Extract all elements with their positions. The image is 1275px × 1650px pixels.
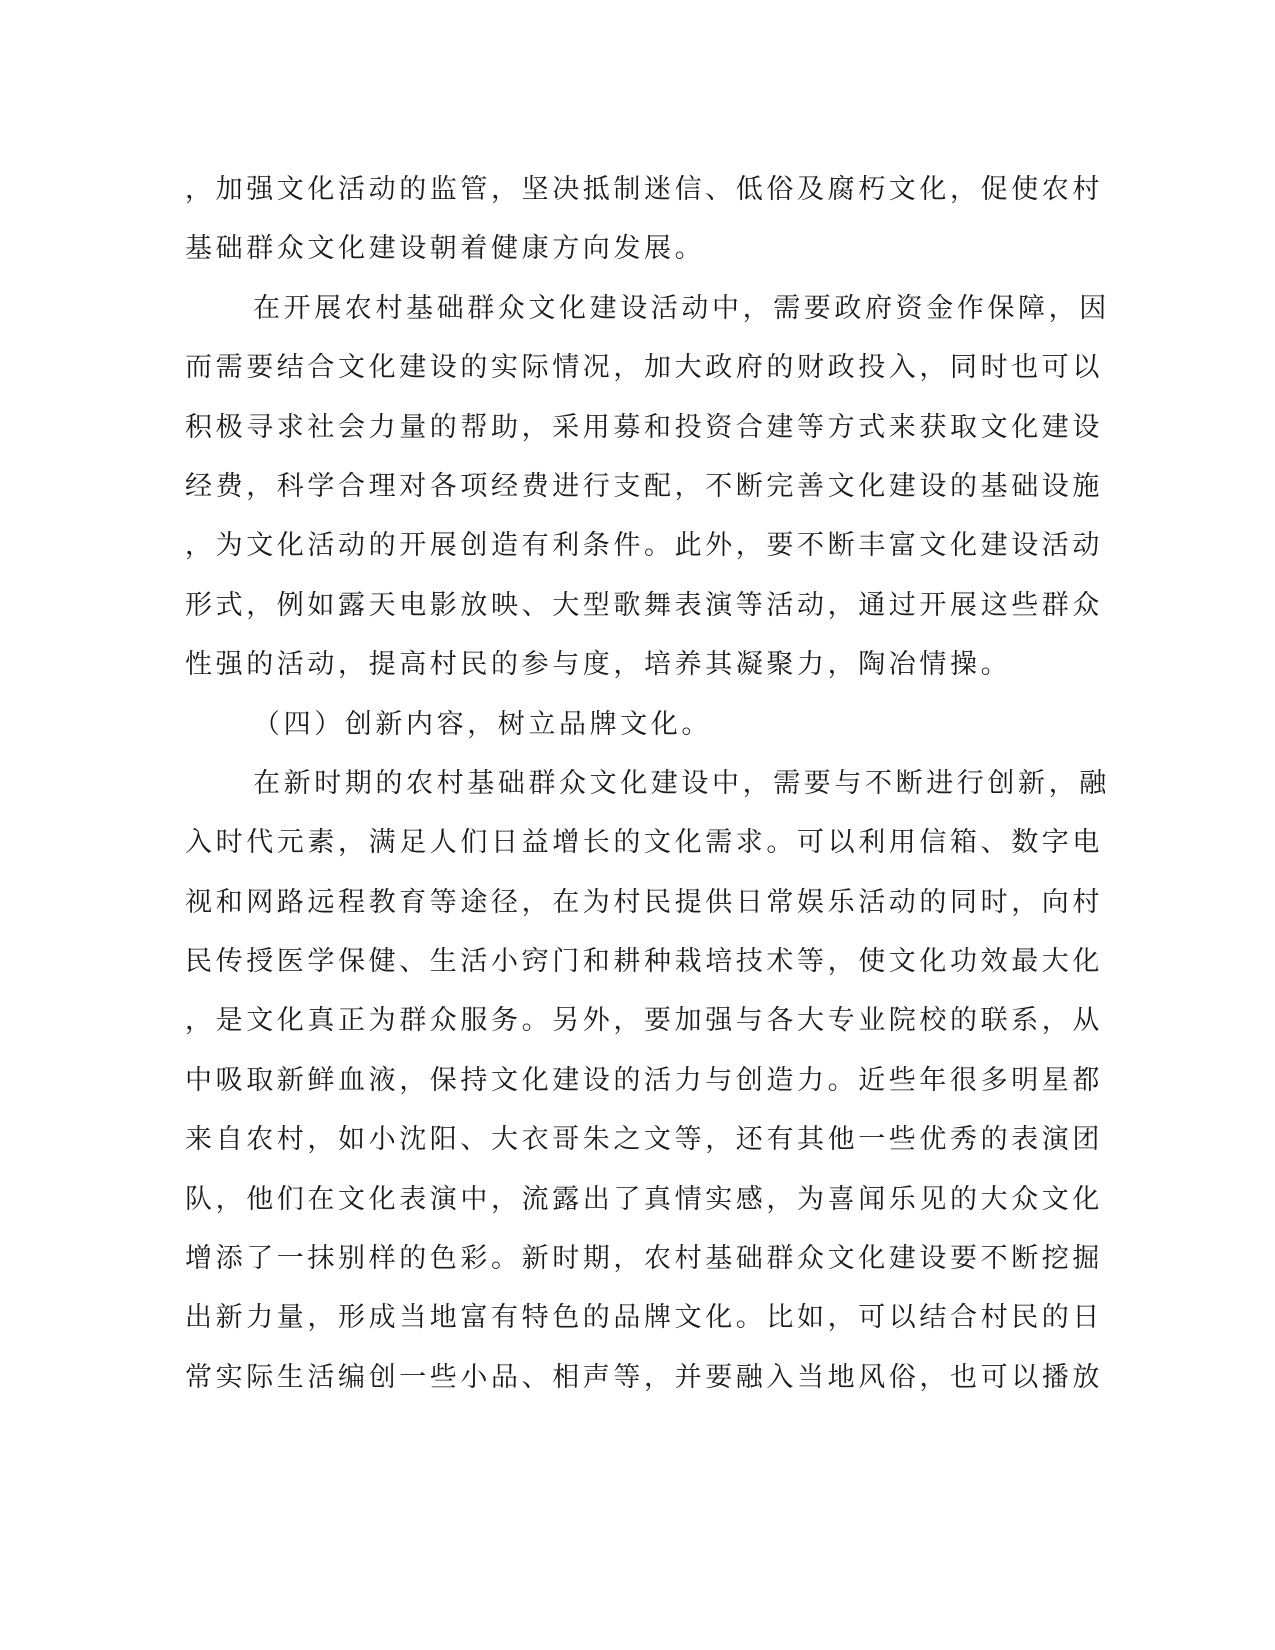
text-line: 队，他们在文化表演中，流露出了真情实感，为喜闻乐见的大众文化 (185, 1183, 1103, 1215)
text-line: 积极寻求社会力量的帮助，采用募和投资合建等方式来获取文化建设 (185, 411, 1103, 443)
text-line: 增添了一抹别样的色彩。新时期，农村基础群众文化建设要不断挖掘 (185, 1243, 1103, 1275)
text-line: 入时代元素，满足人们日益增长的文化需求。可以利用信箱、数字电 (185, 827, 1103, 859)
text-line: 而需要结合文化建设的实际情况，加大政府的财政投入，同时也可以 (185, 352, 1103, 384)
text-line: 出新力量，形成当地富有特色的品牌文化。比如，可以结合村民的日 (185, 1302, 1103, 1334)
paragraph-start-line: 在开展农村基础群众文化建设活动中，需要政府资金作保障，因 (253, 292, 1110, 324)
text-line: ，加强文化活动的监管，坚决抵制迷信、低俗及腐朽文化，促使农村 (185, 174, 1103, 205)
text-line: ，是文化真正为群众服务。另外，要加强与各大专业院校的联系，从 (185, 1005, 1103, 1037)
text-line: 经费，科学合理对各项经费进行支配，不断完善文化建设的基础设施 (185, 470, 1103, 502)
text-line: 常实际生活编创一些小品、相声等，并要融入当地风俗，也可以播放 (185, 1361, 1103, 1393)
paragraph-start-line: 在新时期的农村基础群众文化建设中，需要与不断进行创新，融 (253, 767, 1110, 799)
text-line: ，为文化活动的开展创造有利条件。此外，要不断丰富文化建设活动 (185, 530, 1103, 562)
text-line: 来自农村，如小沈阳、大衣哥朱之文等，还有其他一些优秀的表演团 (185, 1124, 1103, 1156)
text-line: 中吸取新鲜血液，保持文化建设的活力与创造力。近些年很多明星都 (185, 1064, 1103, 1096)
text-line: 形式，例如露天电影放映、大型歌舞表演等活动，通过开展这些群众 (185, 589, 1103, 621)
section-heading: （四）创新内容，树立品牌文化。 (253, 708, 712, 740)
text-line: 视和网路远程教育等途径，在为村民提供日常娱乐活动的同时，向村 (185, 886, 1103, 918)
text-line: 性强的活动，提高村民的参与度，培养其凝聚力，陶冶情操。 (185, 649, 1012, 681)
text-line: 基础群众文化建设朝着健康方向发展。 (185, 233, 706, 265)
body-text (185, 160, 1110, 1407)
text-line: 民传授医学保健、生活小窍门和耕种栽培技术等，使文化功效最大化 (185, 946, 1103, 978)
